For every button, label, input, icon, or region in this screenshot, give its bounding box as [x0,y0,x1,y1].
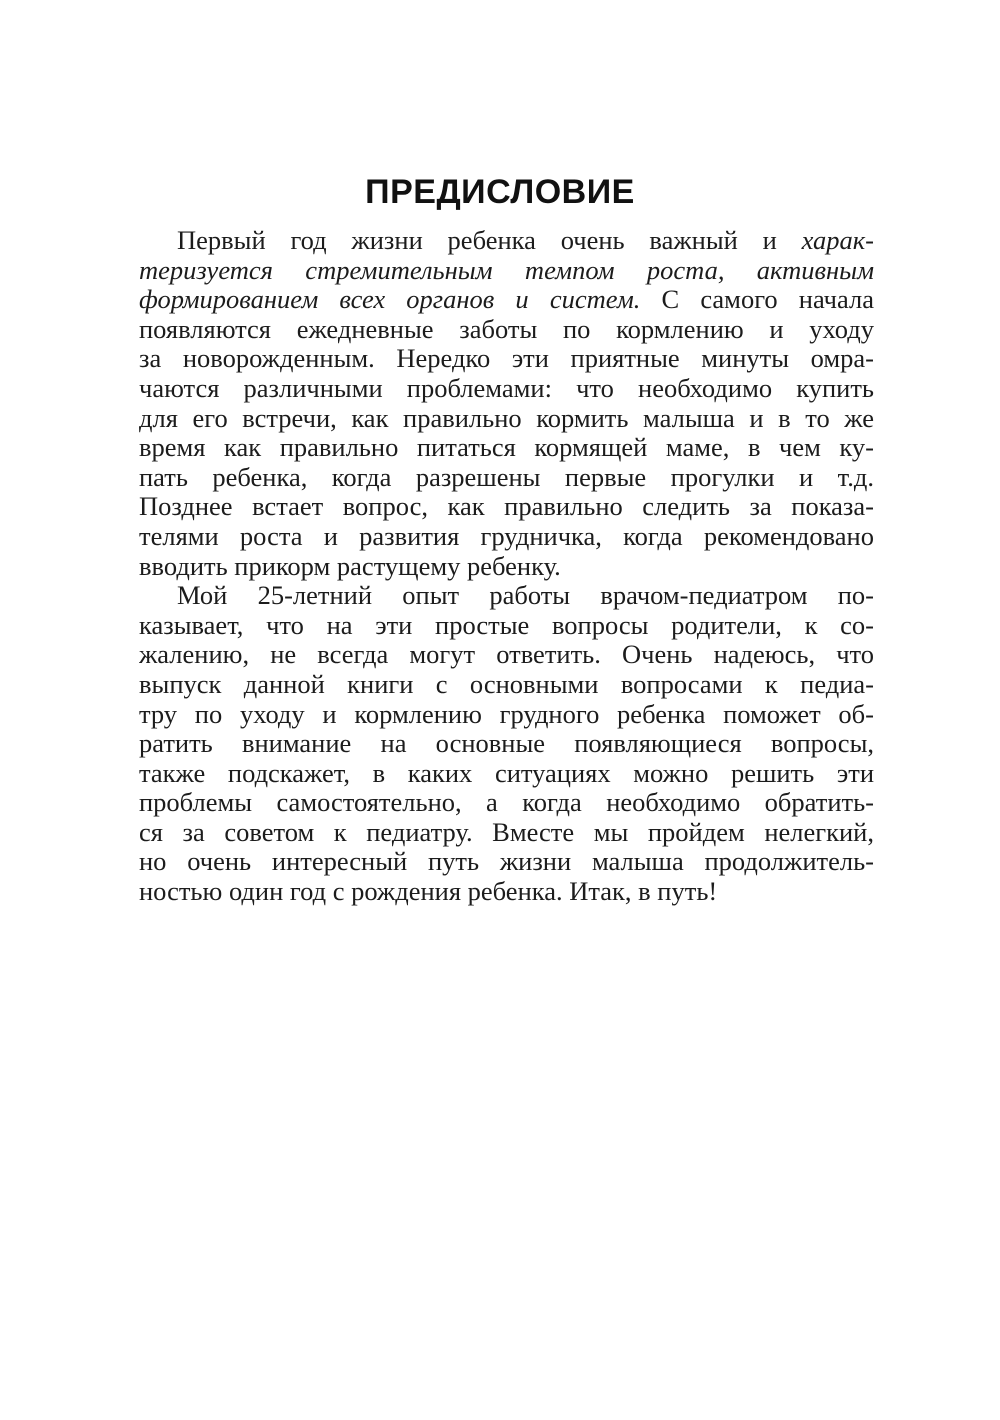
paragraph-1 [139,226,874,581]
text-line: за новорожденным. Нередко эти приятные минуты омра- [139,344,874,374]
text-line: ностью один год с рождения ребенка. Итак, в путь! [139,877,718,907]
text-line: жалению, не всегда могут ответить. Очень надеюсь, что [139,640,874,670]
text-line: выпуск данной книги с основными вопросами к педиа- [139,669,874,699]
text-line: время как правильно питаться кормящей маме, в чем ку- [139,433,874,463]
text-line: проблемы самостоятельно, а когда необходимо обратить- [139,788,874,818]
page-title: ПРЕДИСЛОВИЕ [365,173,635,211]
text-line: Мой 25-летний опыт работы врачом-педиатром по- [177,581,874,611]
text-line: теризуется стремительным темпом роста, активным [139,255,874,285]
text-line: Позднее встает вопрос, как правильно следить за показа- [139,492,874,522]
paragraph-2 [139,581,874,907]
text-line: также подскажет, в каких ситуациях можно решить эти [139,758,874,788]
body-text [139,226,874,907]
text-run: Первый год жизни ребенка очень важный и [177,226,802,255]
text-line: ся за советом к педиатру. Вместе мы пройдем нелегкий, [139,817,874,847]
text-line [139,226,874,256]
italic-run: харак- [801,226,874,255]
italic-run: формированием всех органов и систем. [139,285,641,315]
text-line: ратить внимание на основные появляющиеся вопросы, [139,729,874,759]
text-line: для его встречи, как правильно кормить малыша и в то же [139,403,874,433]
text-run: С самого начала [640,285,874,315]
text-line: телями роста и развития грудничка, когда рекомендовано [139,521,874,551]
text-line: пать ребенка, когда разрешены первые прогулки и т.д. [139,462,874,492]
text-line: тру по уходу и кормлению грудного ребенка поможет об- [139,699,874,729]
text-line: вводить прикорм растущему ребенку. [139,551,561,581]
text-line: чаются различными проблемами: что необходимо купить [139,373,874,403]
text-line: появляются ежедневные заботы по кормлению и уходу [139,314,874,344]
text-line [139,285,874,315]
text-line: казывает, что на эти простые вопросы родители, к со- [139,610,874,640]
text-line: но очень интересный путь жизни малыша продолжитель- [139,847,874,877]
